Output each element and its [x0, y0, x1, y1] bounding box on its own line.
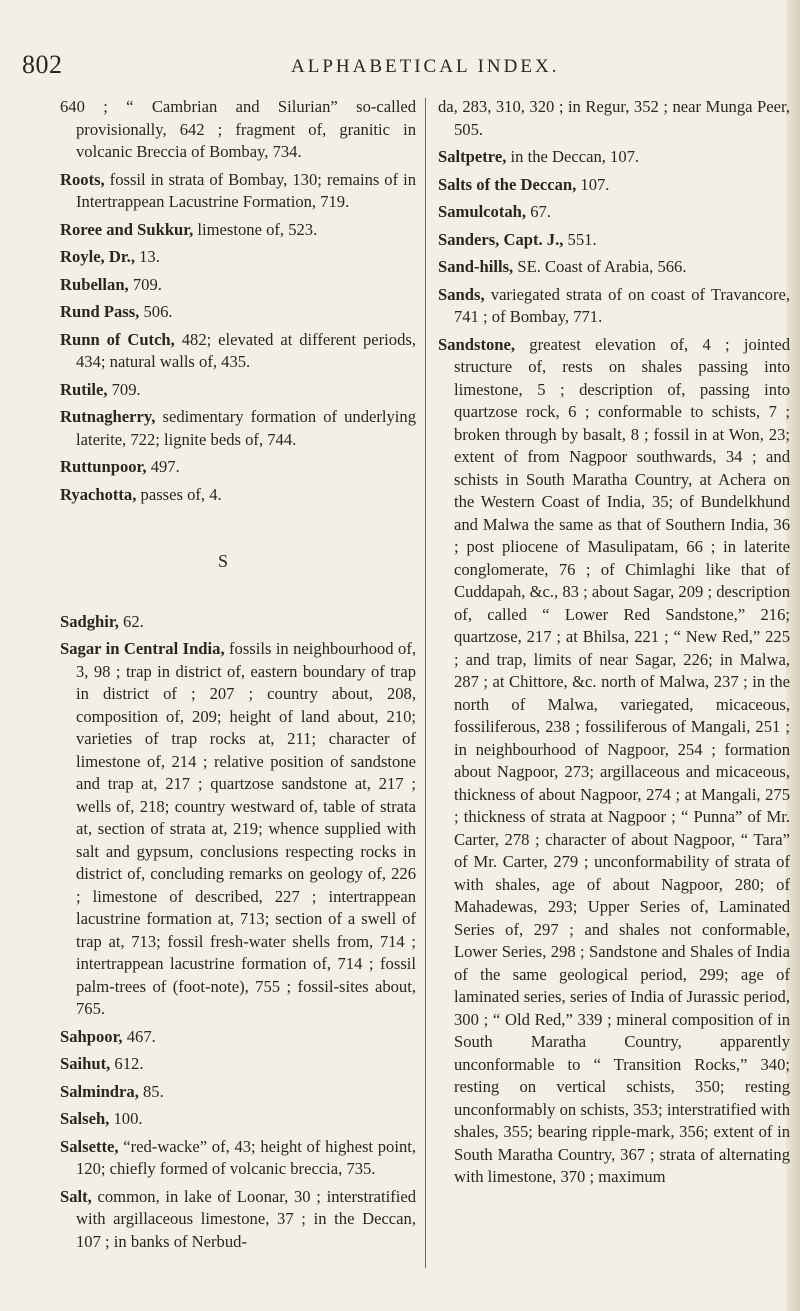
entry-heading: Rutile,: [60, 379, 108, 399]
entry-heading: Saihut,: [60, 1054, 111, 1073]
entry-text: da, 283, 310, 320 ; in Regur, 352 ; near Munga Peer, 505.: [438, 97, 790, 139]
entry-text: 709.: [107, 379, 141, 399]
index-entry: [438, 146, 790, 169]
column-divider: [425, 98, 426, 1268]
index-entry: [60, 329, 416, 374]
entry-text: 467.: [122, 1026, 156, 1046]
entry-text: 506.: [139, 302, 173, 321]
entry-heading: Royle, Dr.,: [60, 247, 135, 266]
left-entries-before: [60, 96, 416, 506]
entry-heading: Salsette,: [60, 1136, 119, 1156]
index-entry: [60, 301, 416, 324]
entry-text: in the Deccan, 107.: [506, 147, 640, 166]
entry-heading: Sands,: [438, 284, 485, 304]
entry-heading: Ryachotta,: [60, 484, 137, 504]
index-entry: [438, 284, 790, 329]
entry-heading: Rubellan,: [60, 274, 129, 294]
entry-text: greatest elevation of, 4 ; jointed structure of, rests on shales passing into limestone, 5 ; description of, passing into quartzose rock, 6 ; conformable to schists, 7 ; broken through by basalt, 8 ; fossil in at Won, 23; extent of from Nagpoor southwards, 34 ; and schists in South Maratha Country, at Achera on the Western Coast of India, 35; of Bundelkhund and Malwa the same as that of Southern India, 36 ; post pliocene of Masulipatam, 66 ; in laterite conglomerate, 76 ; of Chimlaghi like that of Cuddapah, &c., 83 ; about Sagar, 209 ; description of, called “ Lower Red Sandstone,” 216; quartzose, 217 ; at Bhilsa, 221 ; “ New Red,” 225 ; and trap, limits of near Sagar, 226; in Malwa, 287 ; at Chittore, &c. north of Malwa, 237 ; in the north of Malwa, variegated, micaceous, fossiliferous, 238 ; fossiliferous of Mangali, 251 ; in neighbourhood of Nagpoor, 254 ; formation about Nagpoor, 273; argillaceous and micaceous, thickness of about Nagpoor, 274 ; at Mangali, 275 ; thickness of strata at Nagpoor ; “ Punna” of Mr. Carter, 278 ; character of about Nagpoor, “ Tara” of Mr. Carter, 279 ; unconformability of strata of with shales, age of about Nagpoor, 280; of Mahadewas, 293; Upper Series of, Laminated Series of, 297 ; and shales not conformable, Lower Series, 298 ; Sandstone and Shales of India of the same geological period, 299; age of laminated series, series of India of Jurassic period, 300 ; “ Old Red,” 339 ; mineral composition of in South Maratha Country, apparently unconformable to “ Transition Rocks,” 340; resting on vertical schists, 350; resting unconformably on schists, 353; interstratified with shales, 355; bearing ripple-mark, 356; extent of in South Maratha Country, 367 ; strata of alternating with limestone, 370 ; maximum: [454, 334, 790, 1186]
entry-text: “red-wacke” of, 43; height of highest point, 120; chiefly formed of volcanic breccia, 735.: [76, 1136, 416, 1178]
entry-text: sedimentary formation of underlying laterite, 722; lignite beds of, 744.: [76, 407, 416, 449]
entry-heading: Sanders, Capt. J.,: [438, 229, 564, 249]
index-entry: [438, 256, 790, 279]
index-entry: [60, 96, 416, 164]
entry-heading: Rutnagherry,: [60, 407, 156, 426]
left-column: [60, 96, 416, 1258]
index-entry: [60, 1026, 416, 1049]
entry-heading: Sandstone,: [438, 334, 516, 354]
entry-text: common, in lake of Loonar, 30 ; interstratified with argillaceous limestone, 37 ; in the Deccan, 107 ; in banks of Nerbud-: [76, 1186, 416, 1251]
entry-text: 85.: [138, 1081, 164, 1101]
index-entry: [60, 169, 416, 214]
entry-text: fossil in strata of Bombay, 130; remains of in Intertrappean Lacustrine Formation, 719.: [76, 169, 416, 211]
entry-heading: Salmindra,: [60, 1081, 139, 1101]
index-entry: [438, 96, 790, 141]
index-entry: [60, 456, 416, 479]
left-entries-after: [60, 611, 416, 1254]
entry-heading: Roree and Sukkur,: [60, 219, 194, 239]
entry-text: 482; elevated at different periods, 434; natural walls of, 435.: [76, 329, 416, 371]
index-entry: [60, 484, 416, 507]
index-entry: [60, 1053, 416, 1076]
entry-text: 62.: [118, 611, 144, 631]
index-entry: [60, 246, 416, 269]
entry-heading: Sand-hills,: [438, 257, 514, 276]
entry-heading: Salts of the Deccan,: [438, 174, 577, 194]
entry-heading: Rund Pass,: [60, 302, 140, 321]
index-entry: [60, 1108, 416, 1131]
entry-heading: Salseh,: [60, 1109, 110, 1128]
entry-text: 100.: [109, 1109, 143, 1128]
page-number: 802: [22, 50, 63, 79]
index-entry: [60, 1136, 416, 1181]
entry-heading: Runn of Cutch,: [60, 329, 175, 349]
entry-heading: Ruttunpoor,: [60, 457, 147, 476]
right-entries: [438, 96, 790, 1189]
index-entry: [438, 201, 790, 224]
entry-heading: Sadghir,: [60, 611, 119, 631]
entry-text: 13.: [134, 247, 160, 266]
index-entry: [438, 174, 790, 197]
entry-text: 551.: [563, 229, 597, 249]
entry-heading: Saltpetre,: [438, 147, 507, 166]
index-entry: [438, 229, 790, 252]
entry-text: limestone of, 523.: [193, 219, 318, 239]
entry-text: fossils in neighbourhood of, 3, 98 ; trap in district of, eastern boundary of trap in district of ; 207 ; country about, 208, composition of, 209; height of land about, 210; varieties of trap rocks at, 211; character of limestone of, 214 ; relative position of sandstone and trap at, 217 ; quartzose sandstone at, 217 ; wells of, 218; country westward of, table of strata at, section of strata at, 219; whence supplied with salt and gypsum, conclusions respecting rocks in district of, concluding remarks on geology of, 226 ; limestone of described, 227 ; intertrappean lacustrine formation at, 713; section of a swell of trap at, 713; fossil fresh-water shells from, 714 ; intertrappean lacustrine formation of, 714 ; fossil palm-trees of (foot-note), 755 ; fossil-sites about, 765.: [76, 639, 416, 1018]
entry-heading: Roots,: [60, 169, 105, 189]
index-entry: [60, 638, 416, 1021]
index-entry: [60, 219, 416, 242]
entry-heading: Salt,: [60, 1186, 92, 1206]
entry-text: passes of, 4.: [136, 484, 222, 504]
entry-heading: Samulcotah,: [438, 202, 527, 221]
index-entry: [438, 334, 790, 1189]
index-entry: [60, 406, 416, 451]
index-entry: [60, 379, 416, 402]
index-entry: [60, 1186, 416, 1254]
entry-text: 497.: [146, 457, 180, 476]
entry-text: 709.: [128, 274, 162, 294]
index-entry: [60, 611, 416, 634]
entry-text: 612.: [110, 1054, 144, 1073]
section-letter: S: [217, 551, 228, 571]
index-entry: [60, 1081, 416, 1104]
entry-text: variegated strata of on coast of Travancore, 741 ; of Bombay, 771.: [454, 284, 790, 326]
entry-text: 67.: [526, 202, 551, 221]
entry-heading: Sagar in Central India,: [60, 639, 225, 658]
index-entry: [60, 274, 416, 297]
running-title: ALPHABETICAL INDEX.: [291, 56, 560, 77]
entry-text: 107.: [576, 174, 610, 194]
entry-text: SE. Coast of Arabia, 566.: [513, 257, 687, 276]
entry-heading: Sahpoor,: [60, 1026, 123, 1046]
entry-text: 640 ; “ Cambrian and Silurian” so-called provisionally, 642 ; fragment of, granitic in volcanic Breccia of Bombay, 734.: [60, 97, 416, 161]
right-column: [438, 96, 790, 1194]
